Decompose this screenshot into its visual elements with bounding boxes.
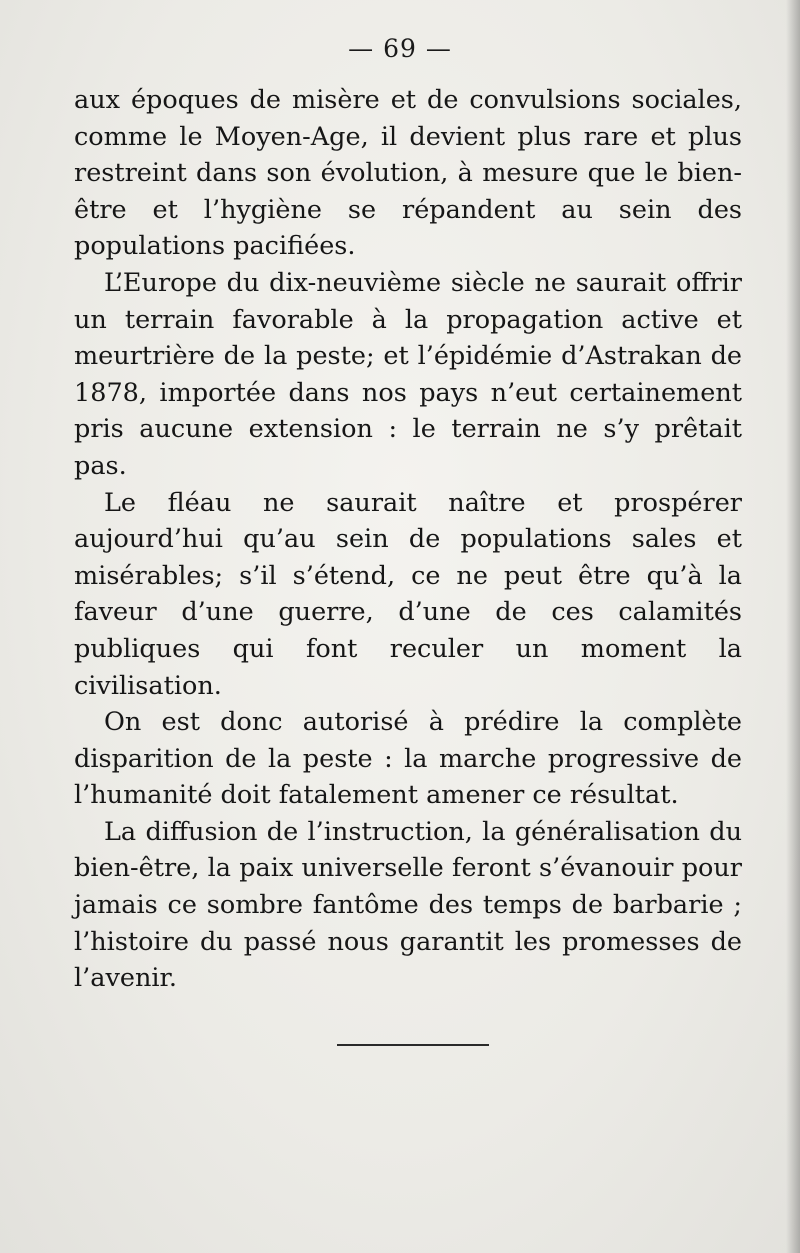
body-text: [74, 82, 742, 997]
paragraph-europe: L’Europe du dix-neuvième siècle ne saurait offrir un terrain favorable à la propagation active et meurtrière de la peste; et l’épidémie d’Astrakan de 1878, importée dans nos pays n’eut certainement pris aucune extension : le terrain ne s’y prêtait pas.: [74, 267, 742, 481]
paragraph-prediction: On est donc autorisé à prédire la complète disparition de la peste : la marche progressive de l’humanité doit fatalement amener ce résultat.: [74, 707, 742, 811]
paragraph-conclusion: La diffusion de l’instruction, la généralisation du bien-être, la paix universelle feront s’évanouir pour jamais ce sombre fantôme des temps de barbarie ; l’histoire du passé nous garantit les promesses de l’avenir.: [74, 816, 742, 994]
paragraph-continuation: aux époques de misère et de convulsions sociales, comme le Moyen-Age, il devient plus rare et plus restreint dans son évolution, à mesure que le bien-être et l’hygiène se répandent au sein des populations pacifiées.: [74, 85, 742, 262]
section-end-rule: [337, 1044, 489, 1046]
page-edge-shadow: [786, 0, 800, 1253]
paragraph-fleau: Le fléau ne saurait naître et prospérer aujourd’hui qu’au sein de populations sales et misérables; s’il s’étend, ce ne peut être qu’à la faveur d’une guerre, d’une de ces calamités publiques qui font reculer un moment la civilisation.: [74, 487, 742, 701]
page-number: — 69 —: [348, 34, 452, 63]
